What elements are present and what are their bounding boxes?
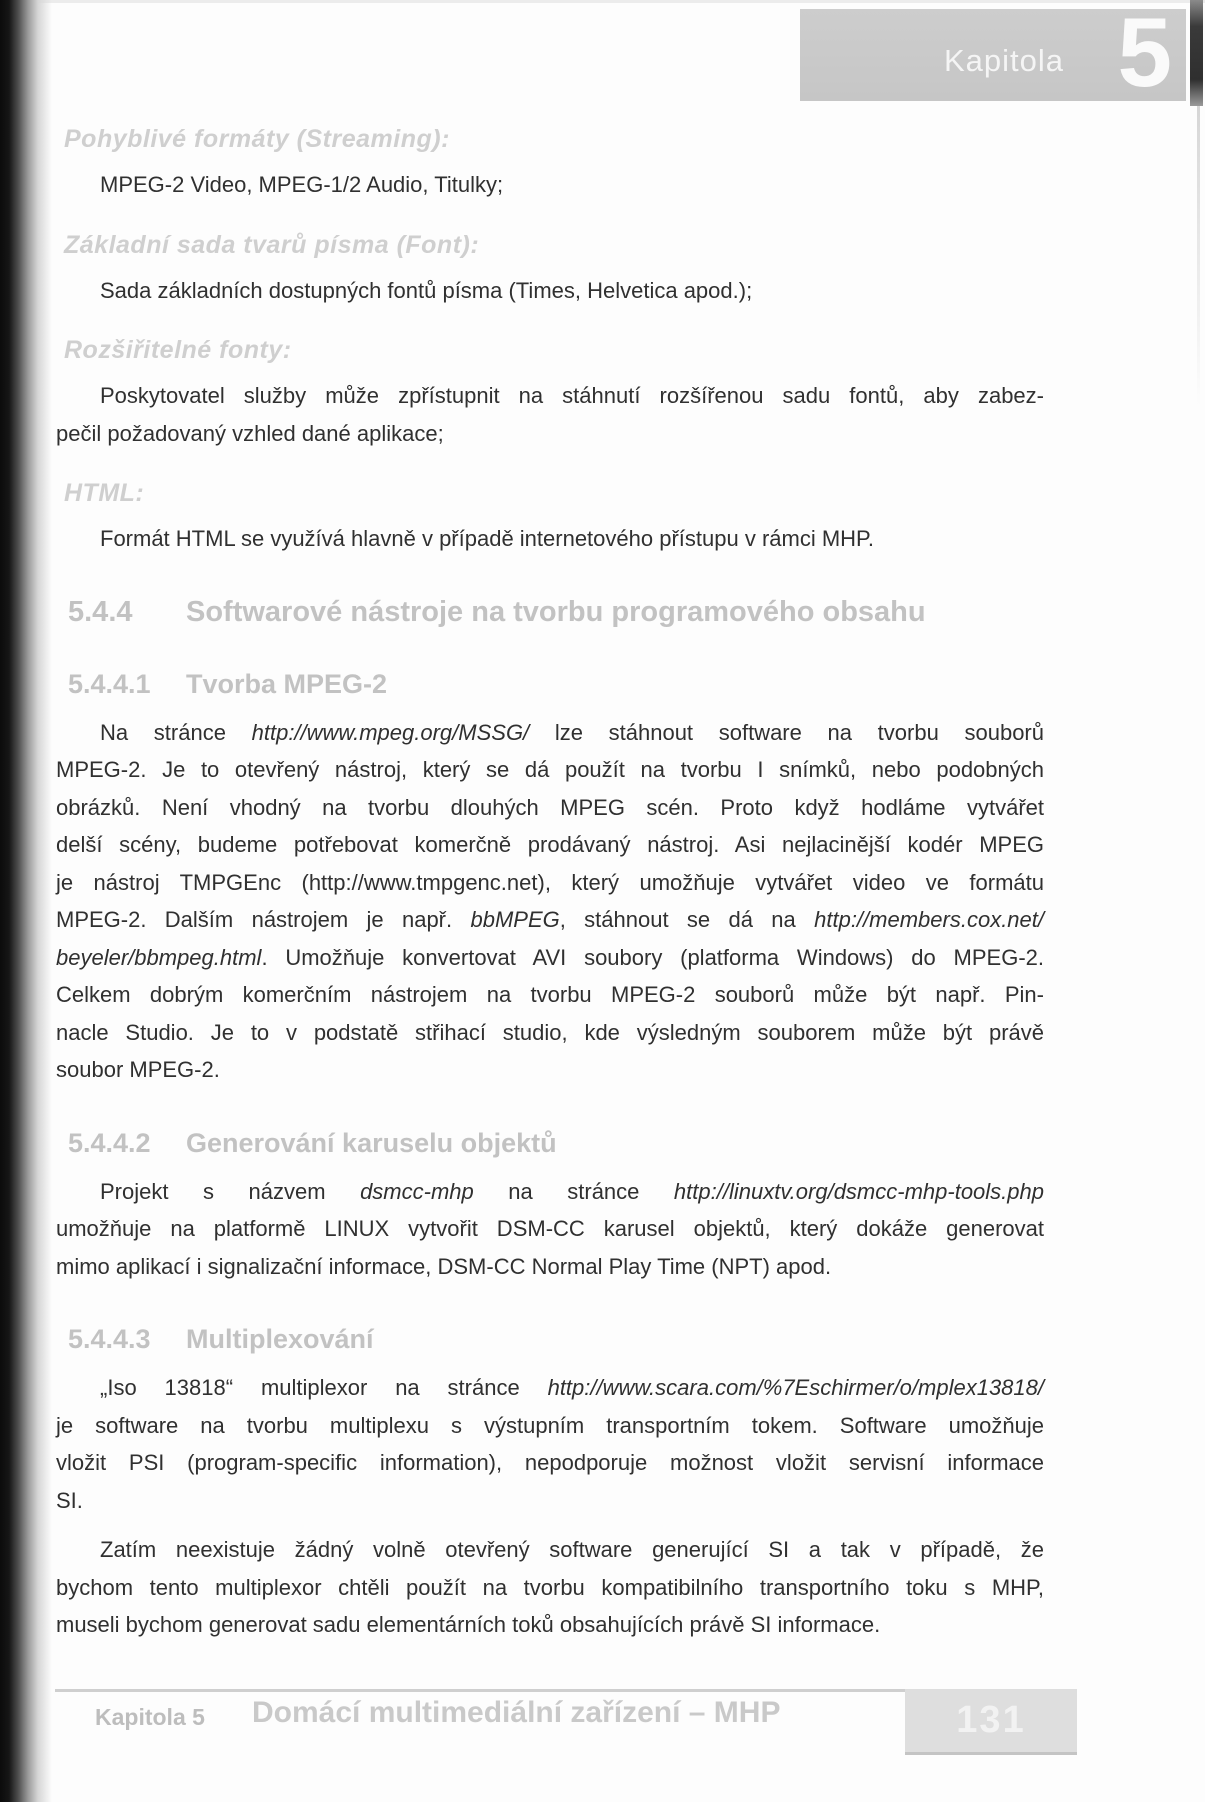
mpeg2-creation-text [56,714,1044,1089]
text-line: Formát HTML se využívá hlavně v případě internetového přístupu v rámci MHP. [100,526,874,551]
section-5-4-4-2-number: 5.4.4.2 [68,1127,151,1158]
section-5-4-4-3-number: 5.4.4.3 [68,1324,151,1354]
section-5-4-4 [56,594,1044,630]
page-number-badge [905,1689,1077,1755]
text-line: MPEG-2. Dalším nástrojem je např. bbMPEG, stáhnout se dá na http://members.cox.net/ [56,907,1044,932]
text-line: je nástroj TMPGEnc (http://www.tmpgenc.net), který umožňuje vytvářet video ve formátu [56,869,1044,895]
extensible-fonts-text [56,377,1044,452]
streaming-formats-heading: Pohyblivé formáty (Streaming): [64,125,450,153]
chapter-tab-label: Kapitola [943,43,1064,78]
text-line: Celkem dobrým komerčním nástrojem na tvorbu MPEG-2 souborů může být např. Pin- [56,982,1044,1007]
text-line: nacle Studio. Je to v podstatě střihací studio, kde výsledným souborem může být právě [56,1019,1044,1045]
text-line: „Iso 13818“ multiplexor na stránce http://www.scara.com/%7Eschirmer/o/mplex13818/ [100,1375,1044,1400]
section-5-4-4-title: Softwarové nástroje na tvorbu programového obsahu [186,595,926,628]
footer-book-title: Domácí multimediální zařízení – MHP [252,1696,781,1729]
text-line: museli bychom generovat sadu elementárních toků obsahujících právě SI informace. [56,1612,881,1637]
multiplexing-text-2 [56,1531,1044,1644]
html-text [56,520,1044,558]
text-line: mimo aplikací i signalizační informace, DSM-CC Normal Play Time (NPT) apod. [56,1253,832,1279]
text-line: vložit PSI (program-specific information), nepodporuje možnost vložit servisní informace [56,1450,1044,1475]
text-line: pečil požadovaný vzhled dané aplikace; [56,420,444,446]
html-heading: HTML: [64,479,145,507]
text-line: je software na tvorbu multiplexu s výstupním transportním tokem. Software umožňuje [56,1412,1044,1438]
text-line: beyeler/bbmpeg.html. Umožňuje konvertovat AVI soubory (platforma Windows) do MPEG-2. [56,944,1044,970]
text-line: umožňuje na platformě LINUX vytvořit DSM-CC karusel objektů, který dokáže generovat [56,1216,1044,1241]
text-line: obrázků. Není vhodný na tvorbu dlouhých MPEG scén. Proto když hodláme vytvářet [56,794,1044,820]
footer-chapter-label: Kapitola 5 [95,1704,205,1730]
scan-edge-top [0,0,1205,3]
multiplexing-text-1 [56,1369,1044,1519]
text-line: MPEG-2. Je to otevřený nástroj, který se dá použít na tvorbu I snímků, nebo podobných [56,757,1044,782]
object-carousel-text [56,1173,1044,1286]
section-5-4-4-2 [56,1125,1044,1161]
text-line: MPEG-2 Video, MPEG-1/2 Audio, Titulky; [100,172,504,197]
text-line: soubor MPEG-2. [56,1057,220,1082]
section-5-4-4-3 [56,1321,1044,1357]
section-5-4-4-2-title: Generování karuselu objektů [186,1127,557,1158]
font-set-text [56,272,1044,310]
text-line: SI. [56,1487,83,1513]
text-line: delší scény, budeme potřebovat komerčně prodávaný nástroj. Asi nejlacinější kodér MPEG [56,832,1044,857]
scan-edge-mark [1190,0,1203,106]
page-number: 131 [956,1699,1026,1741]
chapter-tab [800,0,1186,107]
extensible-fonts-heading: Rozšiřitelné fonty: [64,336,292,364]
text-line: Poskytovatel služby může zpřístupnit na stáhnutí rozšířenou sadu fontů, aby zabez- [100,383,1044,408]
page-content [56,98,1044,1656]
text-line: Zatím neexistuje žádný volně otevřený software generující SI a tak v případě, že [100,1537,1044,1562]
text-line: Sada základních dostupných fontů písma (Times, Helvetica apod.); [100,277,753,303]
scan-shadow-left [0,0,52,1802]
text-line: Na stránce http://www.mpeg.org/MSSG/ lze stáhnout software na tvorbu souborů [100,719,1044,745]
text-line: Projekt s názvem dsmcc-mhp na stránce http://linuxtv.org/dsmcc-mhp-tools.php [100,1178,1045,1204]
chapter-tab-number: 5 [1117,0,1172,107]
text-line: bychom tento multiplexor chtěli použít na tvorbu kompatibilního transportního toku s MHP, [56,1574,1044,1600]
section-5-4-4-1-title: Tvorba MPEG-2 [186,668,388,699]
section-5-4-4-3-title: Multiplexování [186,1324,374,1354]
font-set-heading: Základní sada tvarů písma (Font): [64,230,480,259]
scan-edge-right [1197,106,1200,406]
section-5-4-4-1 [56,666,1044,702]
section-5-4-4-number: 5.4.4 [68,595,133,628]
footer-rule [55,1689,905,1692]
streaming-formats-text [56,166,1044,204]
section-5-4-4-1-number: 5.4.4.1 [68,668,151,699]
